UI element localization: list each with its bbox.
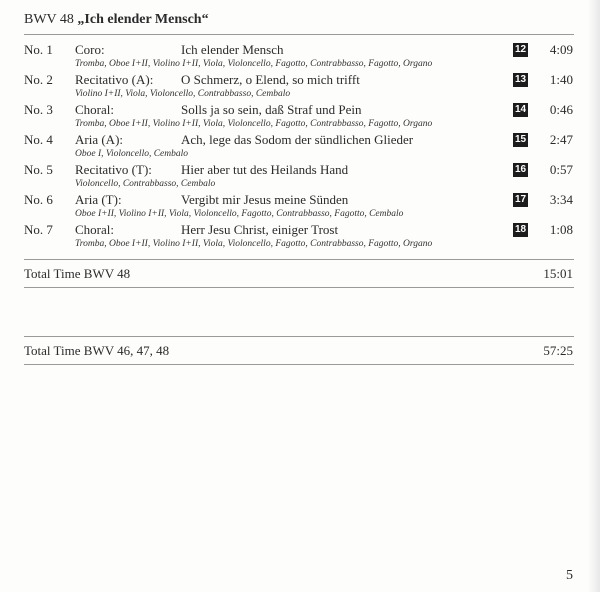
instrumentation: Tromba, Oboe I+II, Violino I+II, Viola, Violoncello, Fagotto, Contrabbasso, Fagotto, Organo [75,59,433,69]
total-time-bwv48 [0,266,600,284]
cantata-header [24,12,209,28]
cd-track-badge: 13 [514,74,527,85]
grand-total-rule-bottom [24,364,574,365]
movement-form: Recitativo (T): [75,162,152,177]
movement-form: Aria (T): [75,192,122,207]
track-number-label: No. 2 [24,72,53,87]
cd-track-badge: 12 [514,44,527,55]
total-time-all [0,343,600,361]
total-rule-bottom [24,287,574,288]
movement-title: Herr Jesu Christ, einiger Trost [181,222,339,237]
track-number-label: No. 1 [24,42,53,57]
cd-track-badge: 17 [514,194,527,205]
cd-track-badge: 16 [514,164,527,175]
track-number-label: No. 5 [24,162,53,177]
grand-total-value: 57:25 [543,343,573,358]
total-time-label: Total Time BWV 48 [24,266,131,281]
movement-form: Choral: [75,222,114,237]
movement-form: Aria (A): [75,132,124,147]
movement-title: O Schmerz, o Elend, so mich trifft [181,72,360,87]
cd-track-badge: 18 [514,224,527,235]
cd-track-badge: 14 [514,104,527,115]
track-number-label: No. 4 [24,132,53,147]
track-number-label: No. 7 [24,222,53,237]
movement-title: Vergibt mir Jesus meine Sünden [181,192,349,207]
instrumentation: Oboe I, Violoncello, Cembalo [75,149,189,159]
track-number-label: No. 6 [24,192,53,207]
header-rule [24,34,574,35]
grand-total-rule-top [24,336,574,337]
track-duration: 0:57 [549,162,573,177]
movement-title: Solls ja so sein, daß Straf und Pein [181,102,362,117]
total-rule-top [24,259,574,260]
instrumentation: Violoncello, Contrabbasso, Cembalo [75,179,216,189]
movement-form: Choral: [75,102,114,117]
page-edge-shadow [588,0,600,592]
movement-title: Hier aber tut des Heilands Hand [181,162,349,177]
cantata-number: BWV 48 [24,12,74,27]
movement-title: Ach, lege das Sodom der sündlichen Glieder [181,132,414,147]
track-duration: 1:40 [549,72,573,87]
movement-title: Ich elender Mensch [181,42,284,57]
track-duration: 2:47 [549,132,573,147]
track-duration: 3:34 [549,192,573,207]
instrumentation: Tromba, Oboe I+II, Violino I+II, Viola, Violoncello, Fagotto, Contrabbasso, Fagotto, Organo [75,119,433,129]
page-number: 5 [566,568,573,583]
track-duration: 1:08 [549,222,573,237]
total-time-value: 15:01 [543,266,573,281]
movement-form: Recitativo (A): [75,72,154,87]
movement-form: Coro: [75,42,105,57]
grand-total-label: Total Time BWV 46, 47, 48 [24,343,170,358]
track-duration: 0:46 [549,102,573,117]
track-row [0,222,600,258]
track-number-label: No. 3 [24,102,53,117]
instrumentation: Tromba, Oboe I+II, Violino I+II, Viola, Violoncello, Fagotto, Contrabbasso, Fagotto, Organo [75,239,433,249]
cantata-title: „Ich elender Mensch“ [77,12,209,27]
track-duration: 4:09 [549,42,573,57]
instrumentation: Oboe I+II, Violino I+II, Viola, Violoncello, Fagotto, Contrabbasso, Fagotto, Cembalo [75,209,404,219]
cd-track-badge: 15 [514,134,527,145]
instrumentation: Violino I+II, Viola, Violoncello, Contrabbasso, Cembalo [75,89,291,99]
